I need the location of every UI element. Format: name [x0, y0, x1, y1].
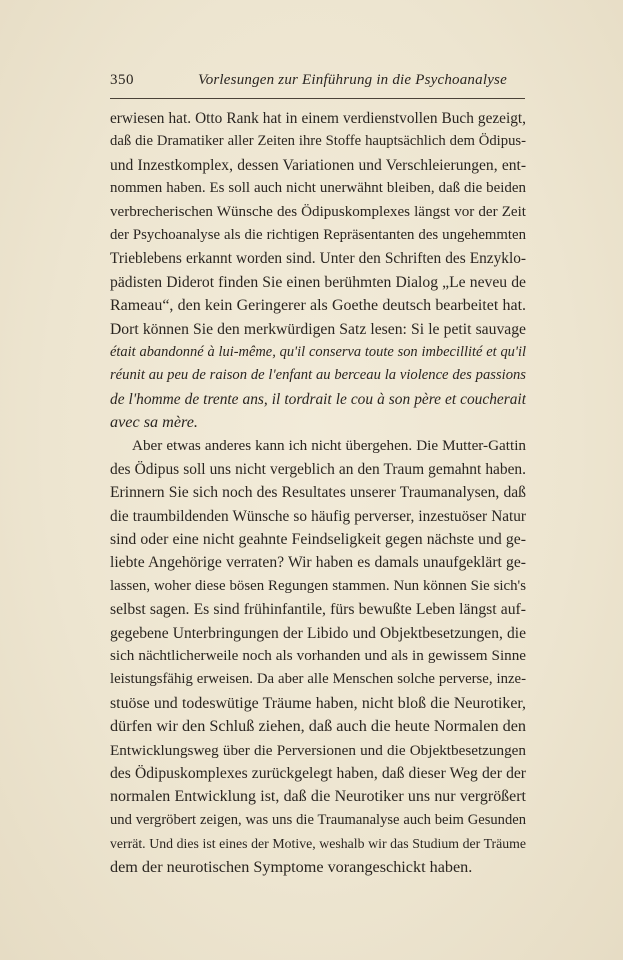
text-line: sich nächtlicherweile noch als vorhanden und als in gewissem Sinne	[110, 647, 526, 664]
text-line: erwiesen hat. Otto Rank hat in einem verdienstvollen Buch gezeigt,	[110, 110, 526, 127]
text-line: selbst sagen. Es sind frühinfantile, fürs bewußte Leben längst auf-	[110, 601, 526, 619]
quotation-line: était abandonné à lui-même, qu'il conserva toute son imbecillité et qu'il	[110, 343, 526, 360]
running-head	[110, 72, 524, 94]
text-line: und vergröbert zeigen, was uns die Traumanalyse auch beim Gesunden	[110, 811, 526, 828]
text-line: daß die Dramatiker aller Zeiten ihre Stoffe hauptsächlich dem Ödipus-	[110, 133, 526, 150]
body-text	[110, 107, 526, 879]
text-line: verbrecherischen Wünsche des Ödipuskomplexes längst vor der Zeit	[110, 203, 526, 220]
page-number: 350	[110, 72, 134, 88]
paragraph-first-line: Aber etwas anderes kann ich nicht übergehen. Die Mutter-Gattin	[132, 437, 526, 455]
text-line: nommen haben. Es soll auch nicht unerwähnt bleiben, daß die beiden	[110, 180, 526, 197]
text-line: sind oder eine nicht geahnte Feindseligkeit gegen nächste und ge-	[110, 531, 526, 549]
text-line: und Inzestkomplex, dessen Variationen und Verschleierungen, ent-	[110, 156, 526, 174]
header-rule	[110, 98, 525, 99]
text-line: lassen, woher diese bösen Regungen stammen. Nun können Sie sich's	[110, 577, 526, 594]
text-line: des Ödipus soll uns nicht vergeblich an den Traum gemahnt haben.	[110, 460, 526, 478]
text-line: dem der neurotischen Symptome vorangeschickt haben.	[110, 857, 473, 876]
text-line: leistungsfähig erweisen. Da aber alle Menschen solche perverse, inze-	[110, 671, 526, 688]
text-line: Entwicklungsweg über die Perversionen und die Objektbesetzungen	[110, 741, 526, 759]
text-line: pädisten Diderot finden Sie einen berühmten Dialog „Le neveu de	[110, 273, 526, 291]
text-line: gegebene Unterbringungen der Libido und Objektbesetzungen, die	[110, 624, 526, 642]
quotation-line: réunit au peu de raison de l'enfant au berceau la violence des passions	[110, 367, 526, 384]
text-line: normalen Entwicklung ist, daß die Neurotiker uns nur vergrößert	[110, 788, 526, 806]
text-line: Trieblebens erkannt worden sind. Unter den Schriften des Enzyklo-	[110, 250, 526, 268]
text-line: Dort können Sie den merkwürdigen Satz lesen: Si le petit sauvage	[110, 320, 526, 338]
text-line: die traumbildenden Wünsche so häufig perverser, inzestuöser Natur	[110, 507, 526, 525]
quotation-line: avec sa mère.	[110, 413, 198, 432]
quotation-line: de l'homme de trente ans, il tordrait le cou à son père et coucherait	[110, 390, 526, 408]
text-line: stuöse und todeswütige Träume haben, nicht bloß die Neurotiker,	[110, 694, 526, 712]
text-line: Rameau“, den kein Geringerer als Goethe deutsch bearbeitet hat.	[110, 297, 526, 315]
text-line: verrät. Und dies ist eines der Motive, weshalb wir das Studium der Träume	[110, 836, 526, 852]
text-line: dürfen wir den Schluß ziehen, daß auch die heute Normalen den	[110, 717, 526, 736]
text-line: Erinnern Sie sich noch des Resultates unserer Traumanalysen, daß	[110, 484, 526, 502]
text-line: des Ödipuskomplexes zurückgelegt haben, daß dieser Weg der der	[110, 764, 526, 782]
running-head-title: Vorlesungen zur Einführung in die Psychoanalyse	[198, 72, 507, 88]
text-line: der Psychoanalyse als die richtigen Repräsentanten des ungehemmten	[110, 226, 526, 243]
text-line: liebte Angehörige verraten? Wir haben es damals unaufgeklärt ge-	[110, 554, 526, 572]
